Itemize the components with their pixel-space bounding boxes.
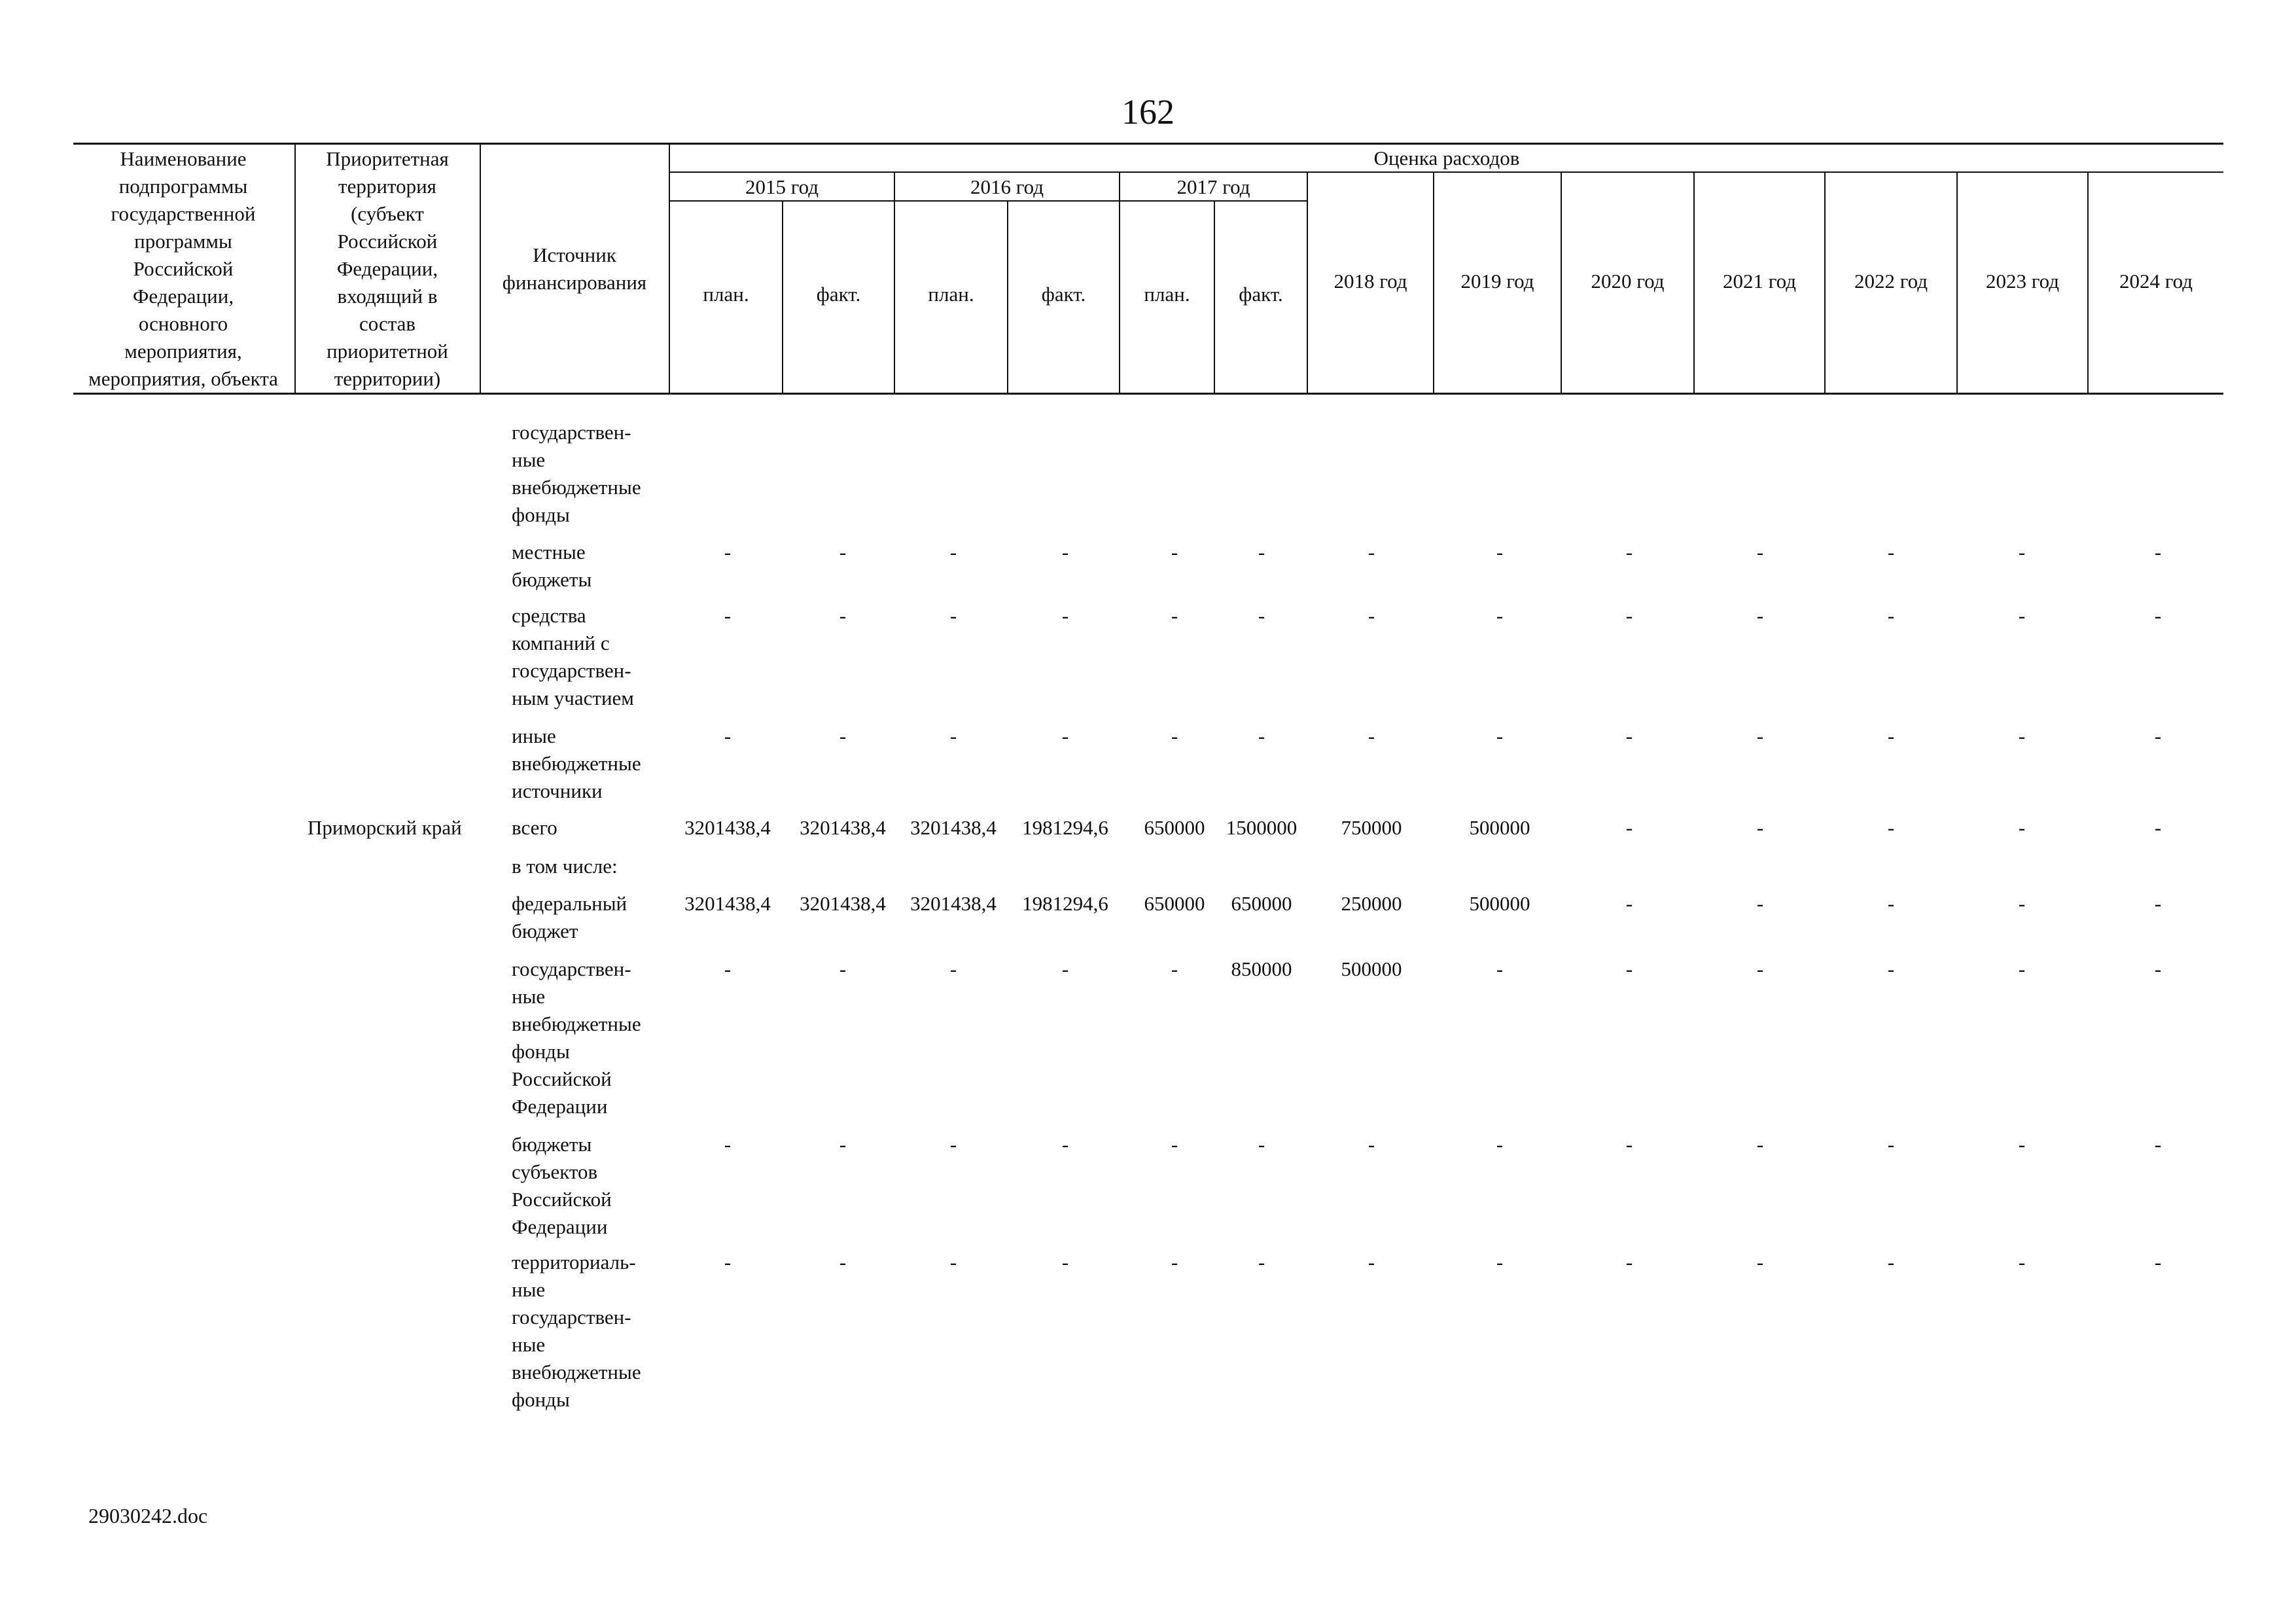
value-cell: -: [1496, 1251, 1504, 1274]
value-cell: -: [1258, 541, 1265, 563]
value-cell: -: [1887, 724, 1895, 747]
page-number: 162: [1122, 92, 1174, 132]
source-cell: всего: [512, 816, 557, 839]
source-cell: в том числе:: [512, 855, 618, 878]
value-cell: -: [949, 541, 957, 563]
value-cell: -: [1061, 724, 1069, 747]
source-cell: федеральный бюджет: [512, 892, 627, 942]
table-header: [0, 0, 2296, 406]
value-cell: -: [1625, 1133, 1633, 1156]
header-territory-column: Приоритетная территория (субъект Российской Федерации, входящий в состав приоритетной территории): [326, 147, 449, 390]
value-cell: -: [1368, 1133, 1375, 1156]
value-cell: -: [1171, 1133, 1178, 1156]
value-cell: -: [2018, 541, 2026, 563]
header-year-2024: 2024 год: [2119, 270, 2193, 293]
value-cell: -: [2018, 604, 2026, 627]
header-year-2017: 2017 год: [1176, 175, 1250, 198]
value-cell: -: [2018, 1133, 2026, 1156]
header-source-column: Источник финансирования: [502, 243, 647, 294]
value-cell: -: [1756, 541, 1764, 563]
value-cell: -: [1171, 724, 1178, 747]
header-year-2022: 2022 год: [1854, 270, 1928, 293]
value-cell: -: [1368, 1251, 1375, 1274]
value-cell: -: [2018, 892, 2026, 915]
value-cell: 3201438,4: [684, 816, 771, 839]
value-cell: -: [1625, 724, 1633, 747]
value-cell: -: [1625, 892, 1633, 915]
value-cell: -: [1625, 541, 1633, 563]
header-name-column: Наименование подпрограммы государственной программы Российской Федерации, основного мероприятия, мероприятия, объекта: [88, 147, 278, 390]
value-cell: -: [2018, 816, 2026, 839]
value-cell: -: [2154, 892, 2162, 915]
header-fact-2015: факт.: [816, 283, 861, 306]
value-cell: -: [1756, 957, 1764, 980]
value-cell: -: [1061, 957, 1069, 980]
value-cell: -: [2154, 724, 2162, 747]
value-cell: -: [2154, 541, 2162, 563]
value-cell: -: [949, 1133, 957, 1156]
value-cell: -: [1887, 541, 1895, 563]
value-cell: -: [1171, 604, 1178, 627]
value-cell: -: [1756, 1251, 1764, 1274]
value-cell: -: [839, 604, 847, 627]
value-cell: 500000: [1341, 957, 1402, 980]
value-cell: 850000: [1231, 957, 1292, 980]
value-cell: -: [2154, 816, 2162, 839]
value-cell: -: [2154, 957, 2162, 980]
source-cell: бюджеты субъектов Российской Федерации: [512, 1133, 612, 1238]
header-year-2019: 2019 год: [1460, 270, 1534, 293]
value-cell: -: [1258, 724, 1265, 747]
value-cell: 250000: [1341, 892, 1402, 915]
header-plan-2015: план.: [703, 283, 749, 306]
value-cell: -: [839, 1133, 847, 1156]
value-cell: -: [1887, 1133, 1895, 1156]
value-cell: -: [1496, 1133, 1504, 1156]
value-cell: -: [1625, 604, 1633, 627]
value-cell: -: [1258, 1251, 1265, 1274]
territory-cell: Приморский край: [308, 816, 462, 839]
value-cell: -: [1368, 541, 1375, 563]
value-cell: -: [1887, 1251, 1895, 1274]
header-fact-2017: факт.: [1239, 283, 1283, 306]
value-cell: -: [1496, 724, 1504, 747]
value-cell: -: [1887, 957, 1895, 980]
header-fact-2016: факт.: [1041, 283, 1086, 306]
value-cell: -: [724, 1133, 732, 1156]
source-cell: местные бюджеты: [512, 541, 592, 591]
value-cell: -: [1625, 816, 1633, 839]
value-cell: -: [839, 541, 847, 563]
value-cell: -: [1625, 957, 1633, 980]
header-year-2021: 2021 год: [1722, 270, 1797, 293]
value-cell: 3201438,4: [684, 892, 771, 915]
source-cell: иные внебюджетные источники: [512, 724, 641, 802]
source-cell: государствен- ные внебюджетные фонды Российской Федерации: [512, 957, 641, 1118]
value-cell: -: [1496, 541, 1504, 563]
value-cell: -: [1171, 957, 1178, 980]
value-cell: 500000: [1469, 816, 1530, 839]
value-cell: 500000: [1469, 892, 1530, 915]
value-cell: -: [2154, 1133, 2162, 1156]
header-bottom-rule: [73, 393, 2223, 395]
value-cell: -: [2018, 724, 2026, 747]
header-year-2015: 2015 год: [745, 175, 819, 198]
value-cell: -: [1496, 957, 1504, 980]
value-cell: -: [949, 604, 957, 627]
value-cell: -: [724, 541, 732, 563]
value-cell: -: [724, 1251, 732, 1274]
value-cell: -: [1258, 1133, 1265, 1156]
header-year-2016: 2016 год: [970, 175, 1044, 198]
value-cell: 650000: [1231, 892, 1292, 915]
value-cell: 3201438,4: [800, 816, 886, 839]
header-plan-2016: план.: [928, 283, 974, 306]
value-cell: -: [839, 724, 847, 747]
value-cell: -: [724, 724, 732, 747]
value-cell: -: [1887, 604, 1895, 627]
header-year-2023: 2023 год: [1985, 270, 2060, 293]
value-cell: -: [949, 957, 957, 980]
value-cell: -: [1756, 604, 1764, 627]
value-cell: -: [1171, 1251, 1178, 1274]
value-cell: 750000: [1341, 816, 1402, 839]
value-cell: 3201438,4: [910, 892, 997, 915]
value-cell: 3201438,4: [910, 816, 997, 839]
value-cell: -: [1887, 892, 1895, 915]
value-cell: -: [1368, 604, 1375, 627]
value-cell: -: [1258, 604, 1265, 627]
value-cell: -: [1061, 541, 1069, 563]
value-cell: -: [839, 1251, 847, 1274]
value-cell: 650000: [1144, 816, 1205, 839]
value-cell: 1981294,6: [1022, 892, 1108, 915]
header-plan-2017: план.: [1144, 283, 1190, 306]
value-cell: 650000: [1144, 892, 1205, 915]
value-cell: -: [1171, 541, 1178, 563]
value-cell: -: [1756, 724, 1764, 747]
value-cell: 1500000: [1226, 816, 1298, 839]
value-cell: -: [839, 957, 847, 980]
value-cell: -: [949, 1251, 957, 1274]
source-cell: государствен- ные внебюджетные фонды: [512, 421, 641, 526]
value-cell: -: [1756, 892, 1764, 915]
value-cell: -: [1061, 604, 1069, 627]
value-cell: -: [2018, 957, 2026, 980]
value-cell: -: [1625, 1251, 1633, 1274]
footer-filename: 29030242.doc: [88, 1504, 208, 1527]
value-cell: -: [2154, 1251, 2162, 1274]
value-cell: -: [2154, 604, 2162, 627]
header-year-2020: 2020 год: [1591, 270, 1665, 293]
value-cell: 1981294,6: [1022, 816, 1108, 839]
source-cell: средства компаний с государствен- ным участием: [512, 604, 634, 709]
value-cell: 3201438,4: [800, 892, 886, 915]
value-cell: -: [1368, 724, 1375, 747]
value-cell: -: [1061, 1133, 1069, 1156]
value-cell: -: [1061, 1251, 1069, 1274]
value-cell: -: [1887, 816, 1895, 839]
value-cell: -: [2018, 1251, 2026, 1274]
header-year-2018: 2018 год: [1333, 270, 1407, 293]
value-cell: -: [1756, 816, 1764, 839]
header-expenses-title: Оценка расходов: [1373, 147, 1520, 169]
value-cell: -: [1496, 604, 1504, 627]
value-cell: -: [724, 957, 732, 980]
value-cell: -: [724, 604, 732, 627]
value-cell: -: [1756, 1133, 1764, 1156]
source-cell: территориаль- ные государствен- ные внебюджетные фонды: [512, 1251, 641, 1411]
value-cell: -: [949, 724, 957, 747]
